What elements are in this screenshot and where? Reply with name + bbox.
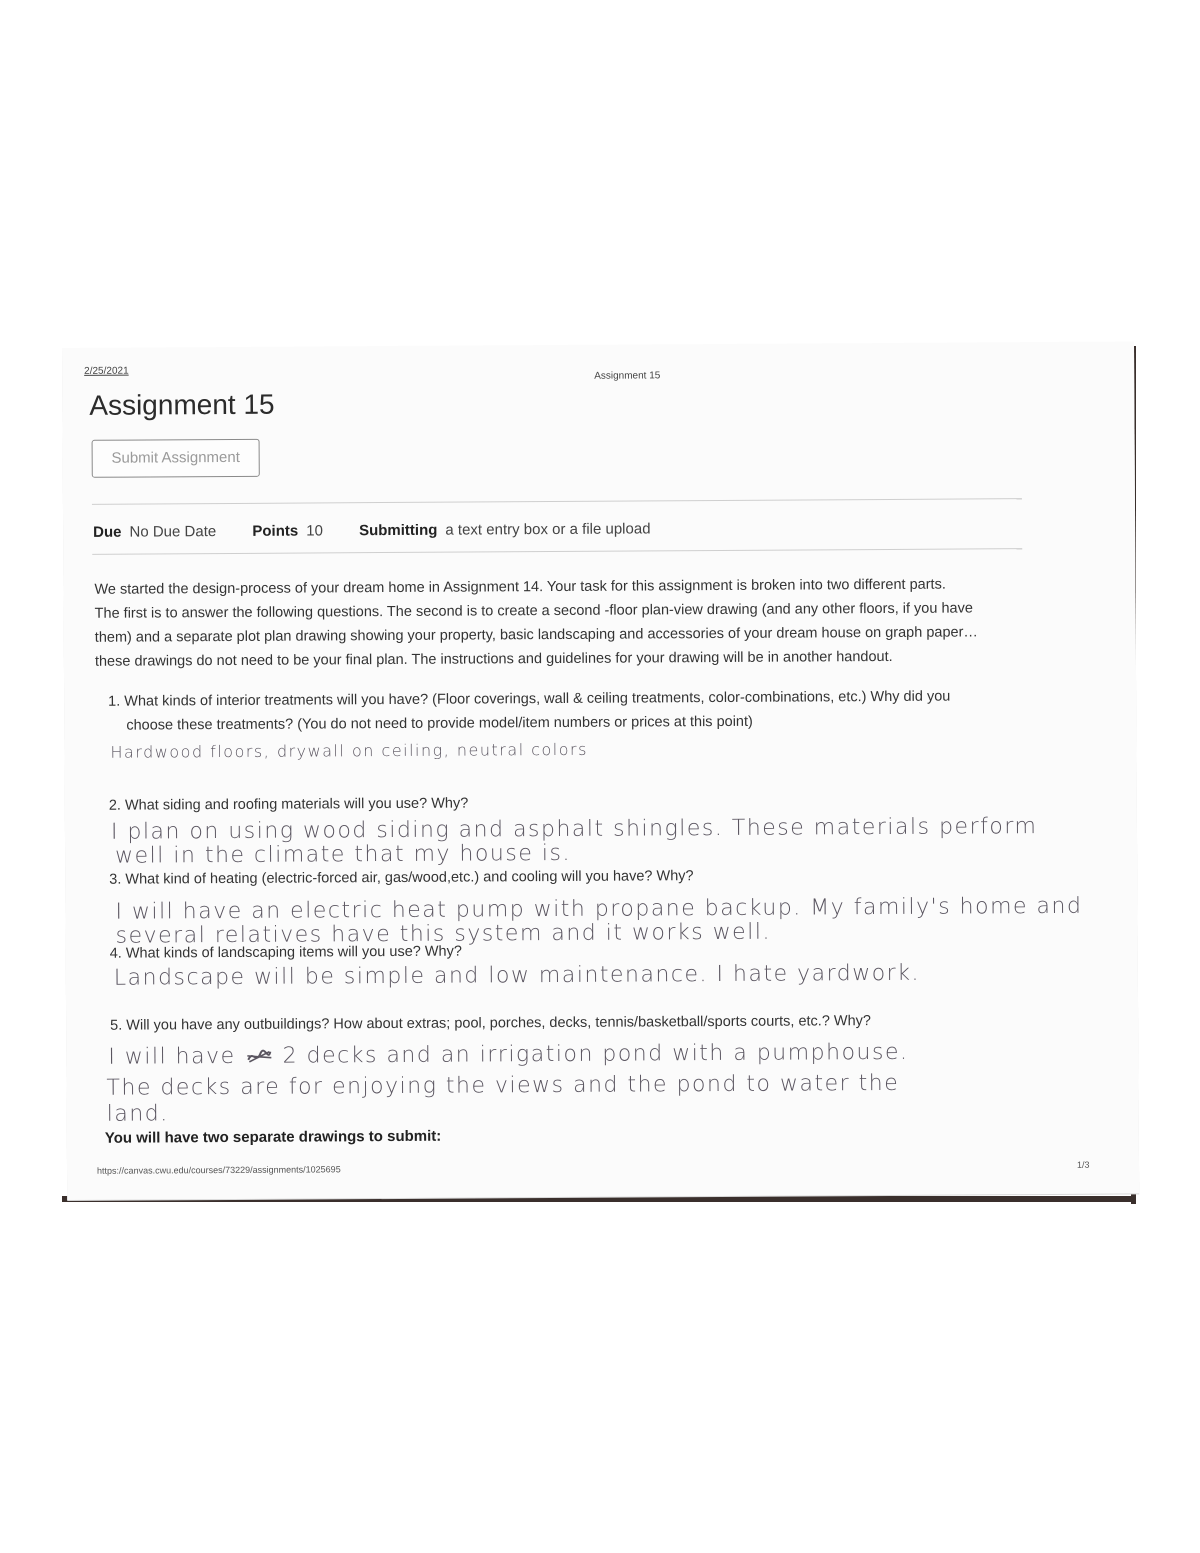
divider-bottom	[92, 548, 1022, 555]
answer-3-line-1: I will have an electric heat pump with propane backup. My family's home and	[115, 893, 1083, 925]
answer-5-suffix: 2 decks and an irrigation pond with a pumphouse.	[282, 1039, 909, 1069]
answer-5-line-1	[108, 1040, 908, 1071]
question-1-text-cont: choose these treatments? (You do not need to provide model/item numbers or prices at this point)	[126, 713, 753, 734]
answer-4: Landscape will be simple and low maintenance. I hate yardwork.	[113, 960, 920, 991]
submitting-label: Submitting	[359, 521, 438, 540]
answer-5-line-3: land.	[106, 1101, 169, 1127]
drawings-heading: You will have two separate drawings to submit:	[104, 1127, 442, 1147]
divider-top	[92, 498, 1022, 505]
instructions-line: The first is to answer the following questions. The second is to create a second -floor plan-view drawing (and any other floors, if you have	[94, 600, 973, 622]
instructions-line: We started the design-process of your dream home in Assignment 14. Your task for this assignment is broken into two different parts.	[94, 576, 946, 598]
submit-assignment-button[interactable]: Submit Assignment	[92, 439, 260, 478]
crossed-out-scribble-icon	[246, 1048, 272, 1066]
points-label: Points	[252, 522, 299, 540]
instructions	[94, 572, 1085, 674]
footer-url: https://canvas.cwu.edu/courses/73229/assignments/1025695	[96, 1164, 341, 1176]
due-label: Due	[93, 523, 122, 541]
answer-1: Hardwood floors, drywall on ceiling, neutral colors	[110, 739, 588, 762]
question-1	[108, 685, 950, 738]
instructions-line: them) and a separate plot plan drawing showing your property, basic landscaping and accessories of your dream house on graph paper…	[94, 624, 978, 646]
submitting-value: a text entry box or a file upload	[445, 520, 651, 539]
question-2: 2. What siding and roofing materials will you use? Why?	[108, 795, 469, 814]
page-title: Assignment 15	[89, 388, 275, 421]
answer-2-line-2: well in the climate that my house is.	[115, 840, 571, 869]
due-value: No Due Date	[129, 523, 217, 541]
answer-5-line-2: The decks are for enjoying the views and the pond to water the	[106, 1070, 900, 1101]
answer-3-line-2: several relatives have this system and it works well.	[115, 919, 771, 949]
print-date: 2/25/2021	[84, 365, 129, 377]
printed-page	[62, 341, 1139, 1200]
answer-5-prefix: I will have	[108, 1043, 236, 1070]
assignment-meta	[93, 520, 682, 541]
question-5: 5. Will you have any outbuildings? How about extras; pool, porches, decks, tennis/basketball/sports courts, etc.? Why?	[110, 1013, 872, 1034]
answer-2-line-1: I plan on using wood siding and asphalt shingles. These materials perform	[110, 814, 1038, 845]
footer-page-number: 1/3	[1076, 1159, 1090, 1170]
print-header-title: Assignment 15	[594, 370, 661, 382]
question-1-text: 1. What kinds of interior treatments will you have? (Floor coverings, wall & ceiling treatments, color-combinations, etc.) Why did you	[108, 688, 951, 710]
question-4: 4. What kinds of landscaping items will you use? Why?	[109, 943, 462, 962]
instructions-line: these drawings do not need to be your final plan. The instructions and guidelines for your drawing will be in another handout.	[94, 648, 893, 670]
points-value: 10	[306, 522, 323, 540]
question-3: 3. What kind of heating (electric-forced air, gas/wood,etc.) and cooling will you have? Why?	[109, 868, 694, 888]
